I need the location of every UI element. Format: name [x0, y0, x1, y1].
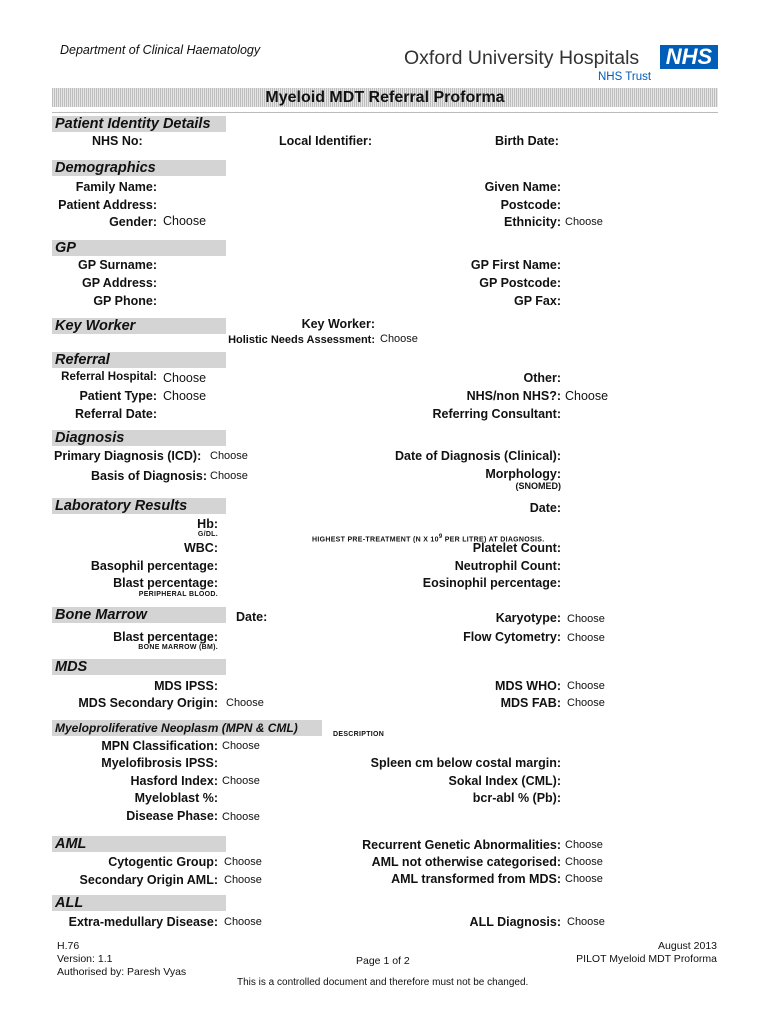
gdl-unit: G/DL. [197, 531, 218, 538]
doc-code: H.76 [57, 940, 80, 952]
section-diagnosis: Diagnosis [52, 430, 226, 446]
gp-address-label: GP Address: [81, 276, 157, 290]
doc-name: PILOT Myeloid MDT Proforma [576, 953, 717, 965]
ethnicity-label: Ethnicity: [504, 215, 561, 229]
primary-diagnosis-select[interactable]: Choose [210, 450, 248, 462]
ethnicity-select[interactable]: Choose [565, 216, 603, 228]
mpn-classification-label: MPN Classification: [101, 739, 218, 753]
doc-authorised: Authorised by: Paresh Vyas [57, 966, 187, 978]
local-id-label: Local Identifier: [279, 134, 373, 148]
mds-ipss-label: MDS IPSS: [154, 679, 218, 693]
nhs-logo: NHS [660, 45, 718, 69]
section-gp: GP [52, 240, 226, 256]
disease-phase-label: Disease Phase: [126, 809, 218, 823]
section-bone-marrow: Bone Marrow [52, 607, 226, 623]
neutrophil-label: Neutrophil Count: [454, 559, 561, 573]
patient-type-label: Patient Type: [79, 389, 157, 403]
department-label: Department of Clinical Haematology [60, 43, 261, 57]
family-name-label: Family Name: [75, 180, 157, 194]
all-diagnosis-select[interactable]: Choose [567, 916, 605, 928]
mds-who-select[interactable]: Choose [567, 680, 605, 692]
aml-not-otherwise-select[interactable]: Choose [565, 856, 603, 868]
section-laboratory: Laboratory Results [52, 498, 226, 514]
gp-first-name-label: GP First Name: [470, 258, 561, 272]
aml-transformed-label: AML transformed from MDS: [391, 872, 561, 886]
patient-type-select[interactable]: Choose [163, 389, 207, 403]
karyotype-label: Karyotype: [495, 611, 561, 625]
basis-diagnosis-label: Basis of Diagnosis: [91, 469, 207, 483]
holistic-select[interactable]: Choose [380, 333, 418, 345]
mpn-classification-select[interactable]: Choose [222, 740, 260, 752]
all-diagnosis-label: ALL Diagnosis: [469, 915, 561, 929]
extra-medullary-select[interactable]: Choose [224, 916, 262, 928]
nhs-non-nhs-label: NHS/non NHS?: [466, 389, 561, 403]
gender-select[interactable]: Choose [163, 214, 207, 228]
disease-phase-select[interactable]: Choose [222, 811, 260, 823]
spleen-label: Spleen cm below costal margin: [370, 756, 561, 770]
myeloblast-label: Myeloblast %: [134, 791, 218, 805]
other-label: Other: [523, 371, 561, 385]
bm-note: BONE MARROW (BM). [138, 644, 218, 651]
gp-surname-label: GP Surname: [78, 258, 157, 272]
referring-consultant-label: Referring Consultant: [432, 407, 561, 421]
controlled-notice: This is a controlled document and therefore must not be changed. [237, 977, 529, 988]
section-referral: Referral [52, 352, 226, 368]
section-demographics: Demographics [52, 160, 226, 176]
nhs-non-nhs-select[interactable]: Choose [565, 389, 609, 403]
karyotype-select[interactable]: Choose [567, 613, 605, 625]
extra-medullary-label: Extra-medullary Disease: [68, 915, 218, 929]
postcode-label: Postcode: [500, 198, 561, 212]
mds-who-label: MDS WHO: [495, 679, 561, 693]
platelet-label: Platelet Count: [472, 541, 561, 555]
bm-date-label: Date: [236, 610, 268, 624]
gp-phone-label: GP Phone: [93, 294, 157, 308]
section-aml: AML [52, 836, 226, 852]
referral-date-label: Referral Date: [75, 407, 157, 421]
snomed-label: (SNOMED) [515, 481, 561, 491]
section-mds: MDS [52, 659, 226, 675]
date-diagnosis-label: Date of Diagnosis (Clinical): [395, 449, 561, 463]
highest-note: HIGHEST PRE-TREATMENT (N X $10^9$ PER LITRE) AT DIAGNOSIS. [312, 534, 545, 544]
flow-cytometry-label: Flow Cytometry: [463, 630, 561, 644]
myelofibrosis-label: Myelofibrosis IPSS: [101, 756, 218, 770]
org-name: Oxford University Hospitals [404, 47, 640, 69]
basis-diagnosis-select[interactable]: Choose [210, 470, 248, 482]
gp-postcode-label: GP Postcode: [479, 276, 561, 290]
page-number: Page 1 of 2 [356, 955, 410, 967]
trust-label: NHS Trust [598, 71, 652, 83]
peripheral-note: PERIPHERAL BLOOD. [138, 591, 218, 598]
morphology-label: Morphology: [485, 467, 561, 481]
eosinophil-label: Eosinophil percentage: [422, 576, 561, 590]
primary-diagnosis-label: Primary Diagnosis (ICD): [54, 449, 202, 463]
mds-secondary-label: MDS Secondary Origin: [78, 696, 218, 710]
hb-label: Hb: [197, 517, 218, 531]
recurrent-label: Recurrent Genetic Abnormalities: [362, 838, 561, 852]
wbc-label: WBC: [183, 541, 218, 555]
mds-secondary-select[interactable]: Choose [226, 697, 264, 709]
hasford-select[interactable]: Choose [222, 775, 260, 787]
holistic-label: Holistic Needs Assessment: [228, 334, 375, 346]
sokal-label: Sokal Index (CML): [448, 774, 561, 788]
mds-fab-select[interactable]: Choose [567, 697, 605, 709]
section-key-worker: Key Worker [52, 318, 226, 334]
divider [52, 112, 718, 113]
blast-label: Blast percentage: [113, 576, 218, 590]
birth-date-label: Birth Date: [495, 134, 559, 148]
doc-date: August 2013 [658, 940, 717, 952]
referral-hospital-label: Referral Hospital: [61, 371, 157, 383]
key-worker-label: Key Worker: [301, 317, 375, 331]
lab-date-label: Date: [529, 501, 561, 515]
section-all: ALL [52, 895, 226, 911]
gender-label: Gender: [109, 215, 157, 229]
recurrent-select[interactable]: Choose [565, 839, 603, 851]
secondary-origin-aml-select[interactable]: Choose [224, 874, 262, 886]
aml-transformed-select[interactable]: Choose [565, 873, 603, 885]
aml-not-otherwise-label: AML not otherwise categorised: [371, 855, 561, 869]
flow-cytometry-select[interactable]: Choose [567, 632, 605, 644]
page-title: Myeloid MDT Referral Proforma [52, 88, 718, 107]
section-patient-identity: Patient Identity Details [52, 116, 226, 132]
bm-blast-label: Blast percentage: [113, 630, 218, 644]
section-mpn: Myeloproliferative Neoplasm (MPN & CML) [52, 720, 322, 736]
nhs-no-label: NHS No: [92, 134, 143, 148]
gp-fax-label: GP Fax: [513, 294, 561, 308]
given-name-label: Given Name: [484, 180, 561, 194]
basophil-label: Basophil percentage: [90, 559, 218, 573]
cytogentic-select[interactable]: Choose [224, 856, 262, 868]
hasford-label: Hasford Index: [130, 774, 218, 788]
description-label: DESCRIPTION [333, 731, 385, 738]
address-label: Patient Address: [58, 198, 157, 212]
cytogentic-label: Cytogentic Group: [108, 855, 218, 869]
secondary-origin-aml-label: Secondary Origin AML: [79, 873, 218, 887]
referral-hospital-select[interactable]: Choose [163, 371, 207, 385]
bcr-abl-label: bcr-abl % (Pb): [472, 791, 561, 805]
doc-version: Version: 1.1 [57, 953, 113, 965]
mds-fab-label: MDS FAB: [500, 696, 561, 710]
